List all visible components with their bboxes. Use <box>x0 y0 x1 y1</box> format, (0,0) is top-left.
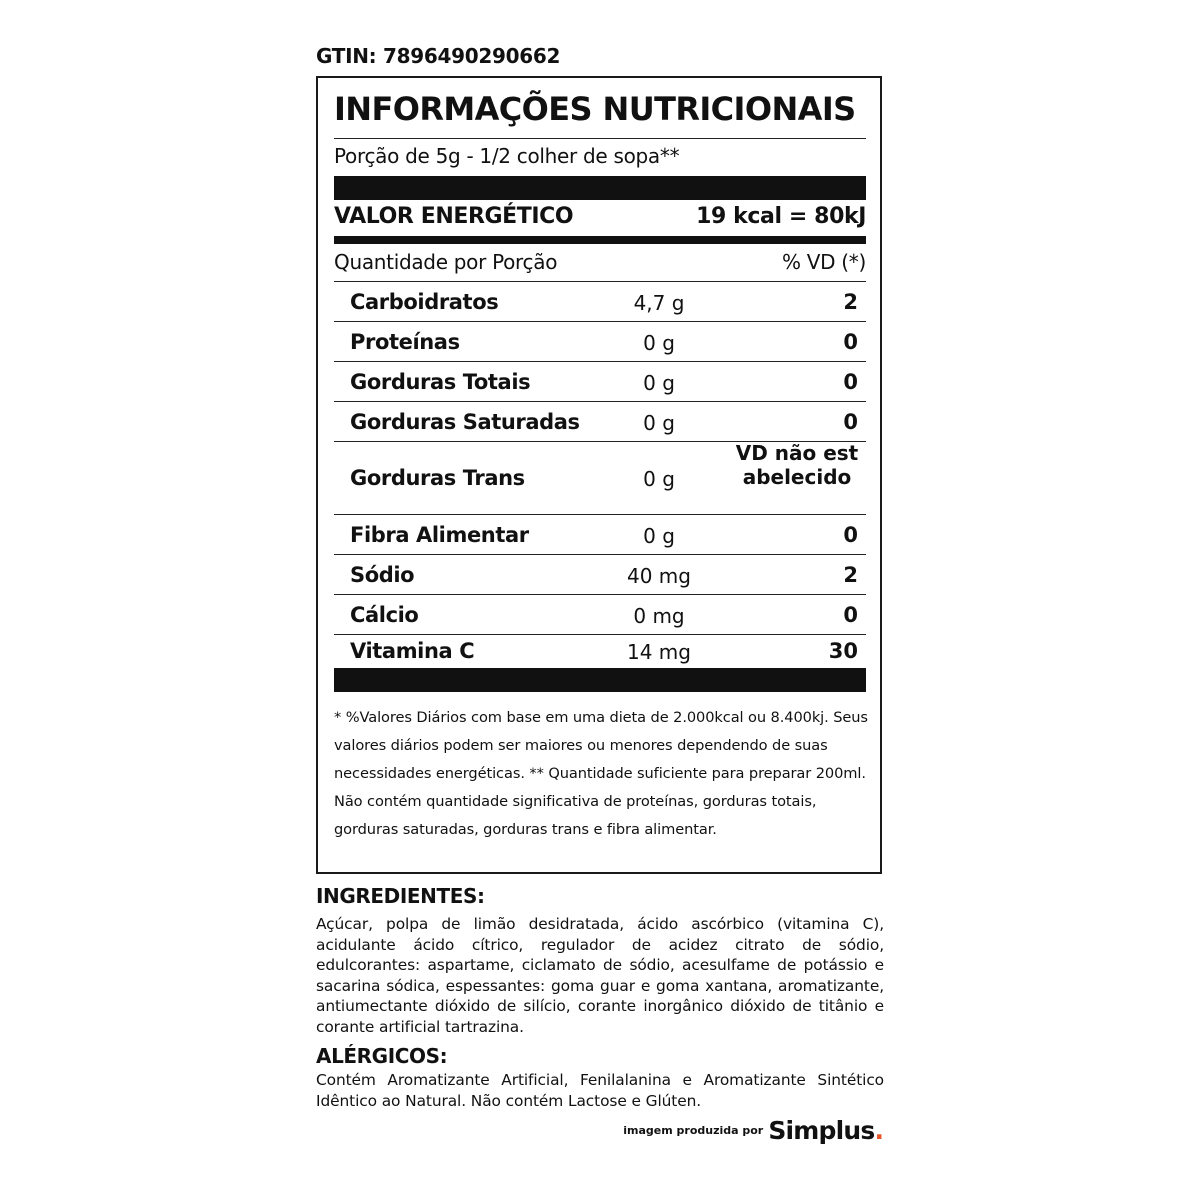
nutrition-facts-panel <box>316 76 882 874</box>
table-row <box>334 555 866 595</box>
brand-logo: Simplus <box>768 1116 875 1145</box>
quantity-header <box>334 250 866 274</box>
thick-divider-energy <box>334 236 866 244</box>
allergens-title: ALÉRGICOS: <box>316 1044 448 1068</box>
ingredients-text: Açúcar, polpa de limão desidratada, ácido ascórbico (vitamina C), acidulante ácido cítrico, regulador de acidez citrato de sódio, edulcorantes: aspartame, ciclamato de sódio, acesulfame de potássio e sacarina sódica, espessantes: goma guar e goma xantana, aromatizante, antiumectante dióxido de silício, corante inorgânico dióxido de titânio e corante artificial tartrazina. <box>316 915 884 1036</box>
title-rule <box>334 138 866 139</box>
nutrient-name: Gorduras Saturadas <box>350 410 580 434</box>
nutrient-qty: 0 g <box>643 467 675 491</box>
nutrient-name: Sódio <box>350 563 415 587</box>
thick-divider-bottom <box>334 668 866 692</box>
nutrient-vd: 30 <box>828 639 858 663</box>
table-row <box>334 322 866 362</box>
ingredients-title: INGREDIENTES: <box>316 884 485 908</box>
energy-value: 19 kcal = 80kJ <box>696 204 866 229</box>
nutrient-name: Fibra Alimentar <box>350 523 529 547</box>
footnotes <box>334 704 868 844</box>
nutrient-name: Vitamina C <box>350 639 475 663</box>
nutrient-qty: 4,7 g <box>633 291 685 315</box>
nutrient-name: Proteínas <box>350 330 460 354</box>
nutrient-qty: 40 mg <box>627 564 691 588</box>
nutrient-vd: 0 <box>843 603 858 627</box>
nutrient-vd: VD não estabelecido <box>735 442 859 489</box>
table-row <box>334 402 866 442</box>
table-row <box>334 595 866 635</box>
nutrient-qty: 0 mg <box>633 604 685 628</box>
table-row <box>334 635 866 667</box>
brand-logo-dot: . <box>874 1116 884 1145</box>
nutrient-vd: 0 <box>843 523 858 547</box>
table-row <box>334 282 866 322</box>
panel-title: INFORMAÇÕES NUTRICIONAIS <box>334 90 856 128</box>
gtin-code: GTIN: 7896490290662 <box>316 44 561 68</box>
energy-label: VALOR ENERGÉTICO <box>334 204 574 229</box>
nutrient-qty: 14 mg <box>627 640 691 664</box>
nutrient-qty: 0 g <box>643 411 675 435</box>
nutrient-name: Gorduras Totais <box>350 370 531 394</box>
nutrient-qty: 0 g <box>643 331 675 355</box>
table-row <box>334 362 866 402</box>
footnote-not-significant: Não contém quantidade significativa de proteínas, gorduras totais, gorduras saturadas, gorduras trans e fibra alimentar. <box>334 793 817 838</box>
nutrient-name: Gorduras Trans <box>350 466 525 490</box>
vd-header-label: % VD (*) <box>781 250 866 274</box>
nutrient-qty: 0 g <box>643 371 675 395</box>
portion-size: Porção de 5g - 1/2 colher de sopa** <box>334 144 680 168</box>
nutrient-vd: 0 <box>843 370 858 394</box>
nutrient-vd: 2 <box>843 290 858 314</box>
qty-header-label: Quantidade por Porção <box>334 250 558 274</box>
nutrient-vd: 0 <box>843 410 858 434</box>
allergens-text: Contém Aromatizante Artificial, Fenilalanina e Aromatizante Sintético Idêntico ao Natural. Não contém Lactose e Glúten. <box>316 1071 884 1110</box>
nutrient-vd: 2 <box>843 563 858 587</box>
credit-prefix: imagem produzida por <box>623 1124 764 1137</box>
footnote-daily-values: * %Valores Diários com base em uma dieta de 2.000kcal ou 8.400kj. Seus valores diários podem ser maiores ou menores dependendo de suas necessidades energéticas. ** Quantidade suficiente para preparar 200ml. <box>334 709 868 782</box>
table-row <box>334 515 866 555</box>
table-row <box>334 442 866 515</box>
nutrient-name: Carboidratos <box>350 290 499 314</box>
energy-row <box>334 202 866 236</box>
nutrient-qty: 0 g <box>643 524 675 548</box>
image-credit <box>623 1116 884 1145</box>
thick-divider-top <box>334 176 866 200</box>
nutrient-vd: 0 <box>843 330 858 354</box>
nutrient-name: Cálcio <box>350 603 419 627</box>
